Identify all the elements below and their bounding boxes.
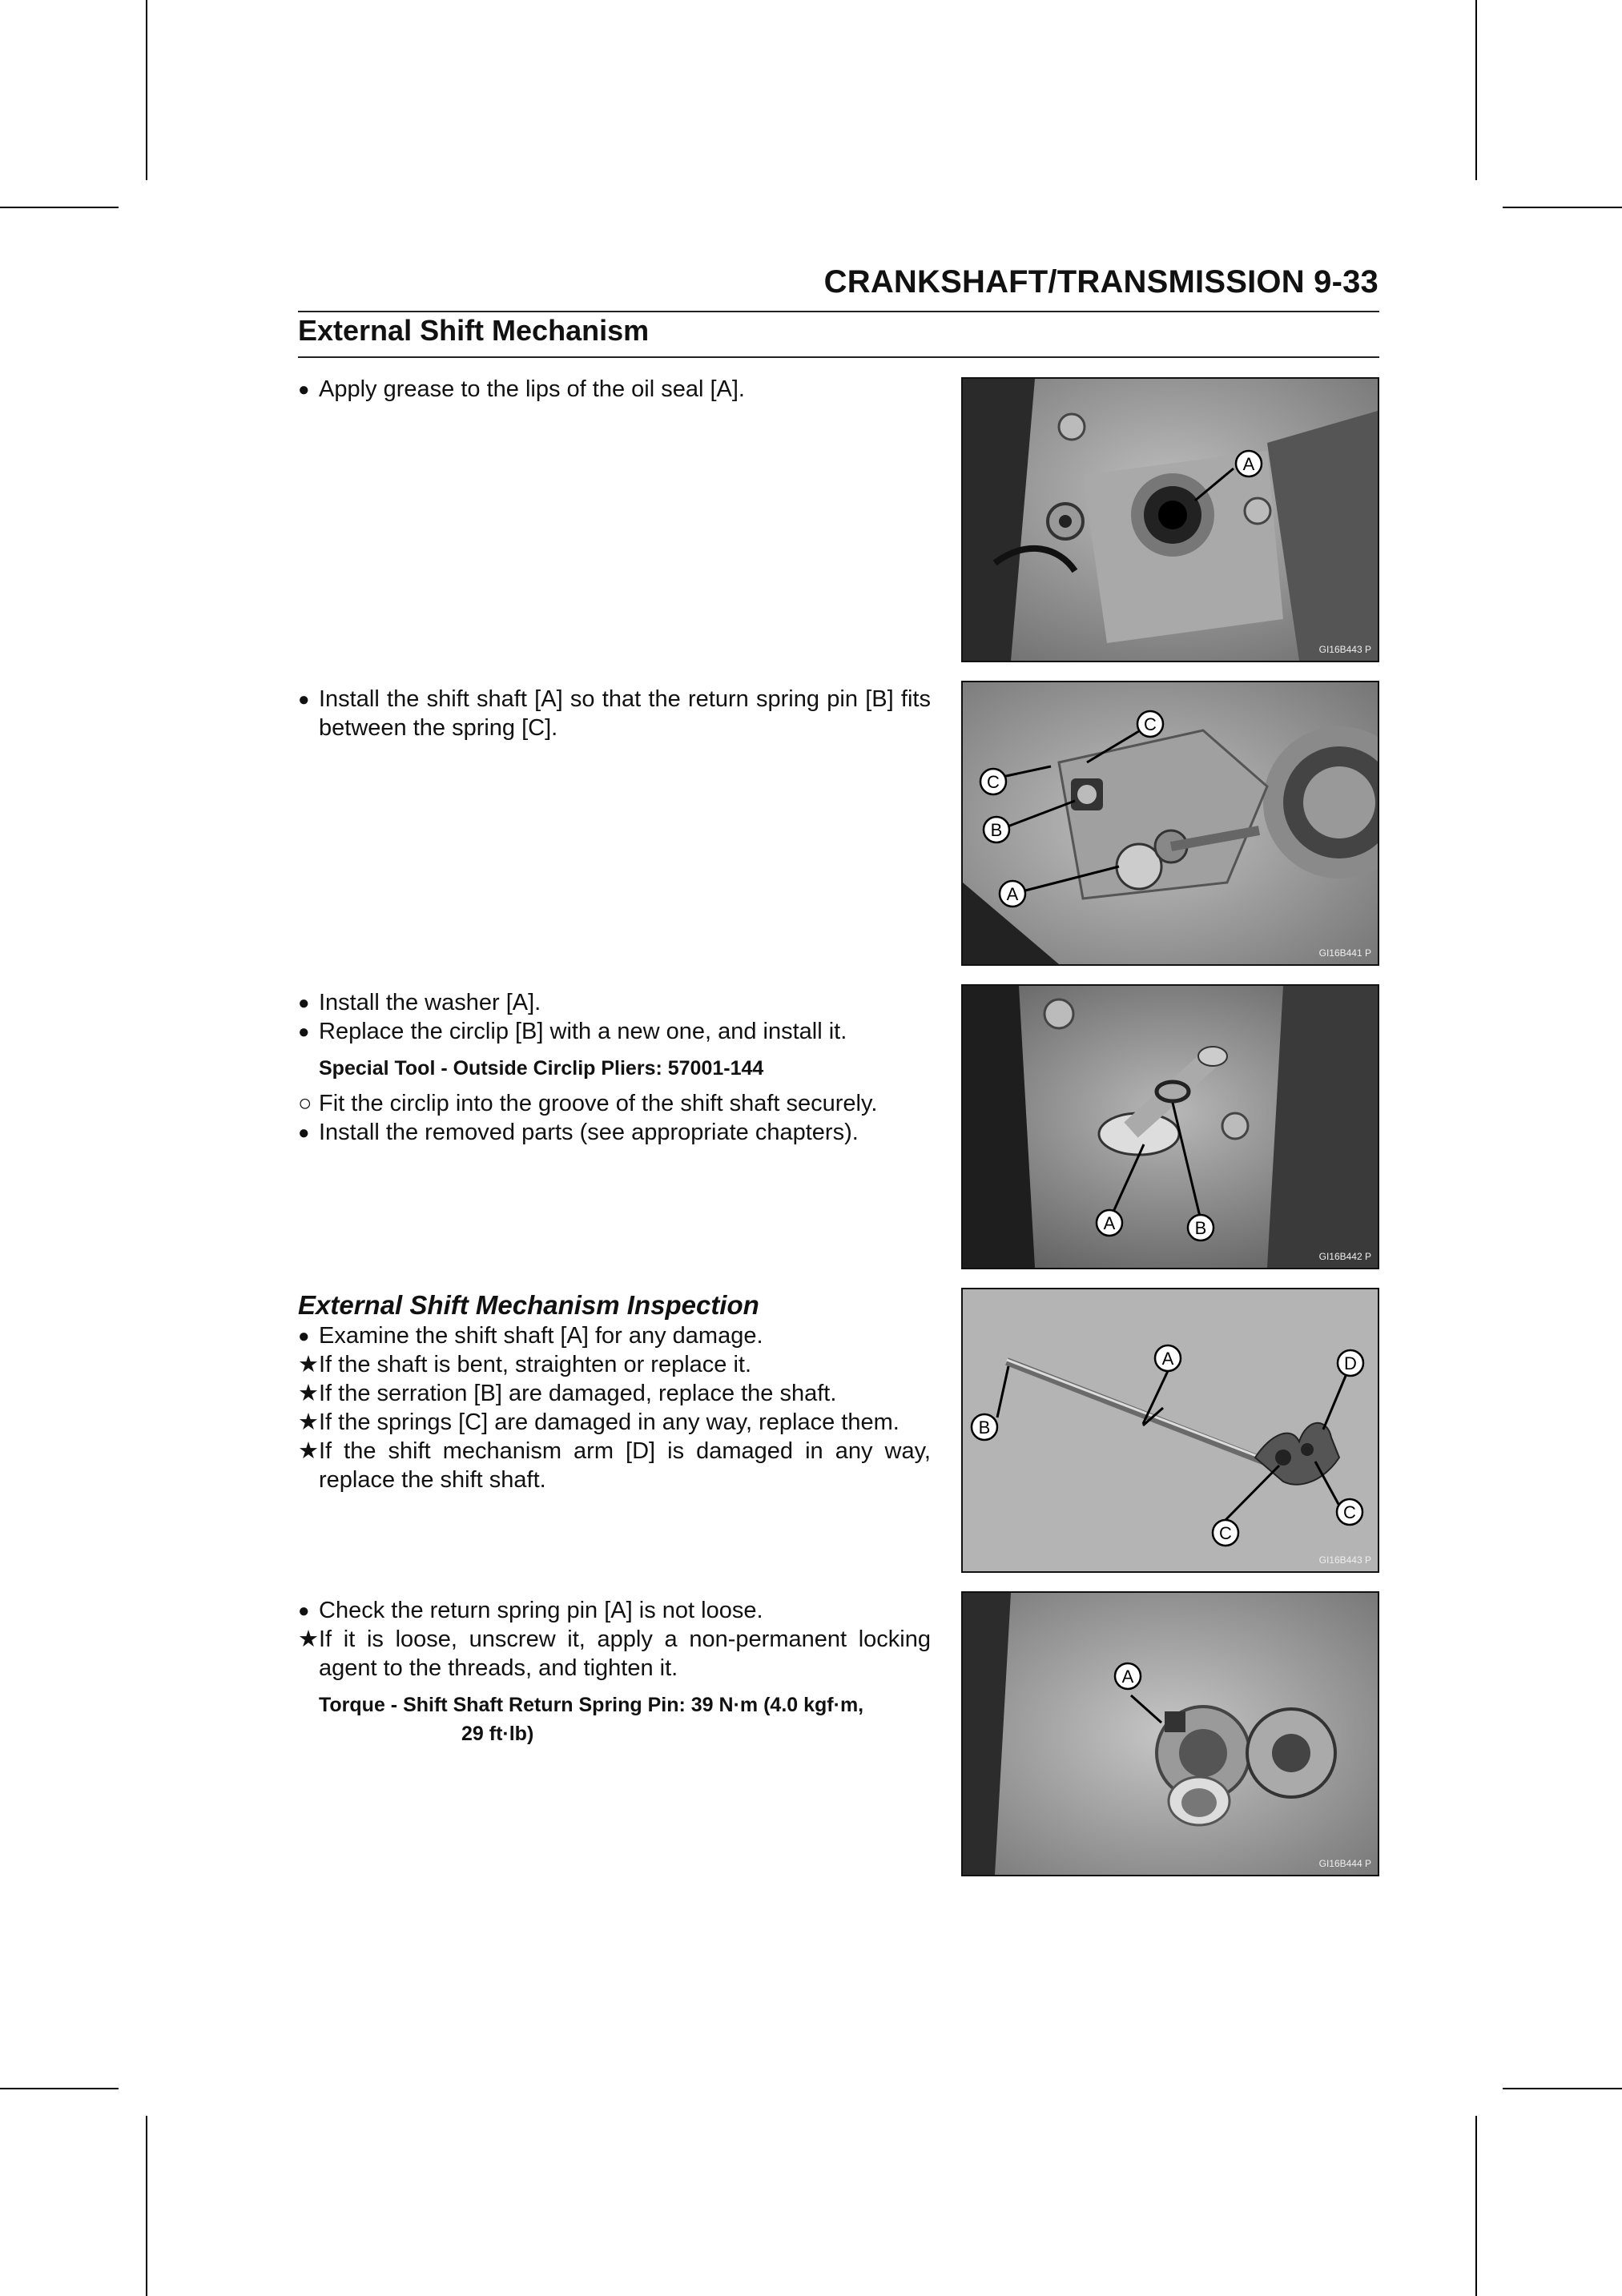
instruction-text: Check the return spring pin [A] is not loose.	[319, 1598, 763, 1623]
callout-label: C	[1343, 1502, 1356, 1522]
instruction-block	[298, 685, 931, 742]
figure-oil-seal-photo	[961, 377, 1379, 662]
crop-mark	[0, 207, 119, 208]
instruction-line	[298, 1408, 931, 1437]
instruction-text: Replace the circlip [B] with a new one, and install it.	[319, 1019, 847, 1044]
instruction-text: Apply grease to the lips of the oil seal [A].	[319, 376, 745, 402]
torque-value-line: 29 ft·lb)	[461, 1723, 534, 1745]
crop-mark	[1503, 2088, 1622, 2089]
instruction-text: If the shaft is bent, straighten or replace it.	[319, 1352, 752, 1377]
instruction-text: Fit the circlip into the groove of the shift shaft securely.	[319, 1091, 878, 1116]
star-marker: ★	[298, 1438, 319, 1464]
figure-shift-shaft-inspection-photo	[961, 1288, 1379, 1573]
torque-spec	[298, 1691, 931, 1748]
crop-mark	[0, 2088, 119, 2089]
instruction-line	[298, 1017, 931, 1046]
callout-label: D	[1344, 1353, 1357, 1373]
callout-label: A	[1103, 1213, 1116, 1233]
figure-code: GI16B443 P	[1318, 644, 1371, 655]
sub-step-marker: ○	[298, 1091, 312, 1116]
subsection-heading: External Shift Mechanism Inspection	[298, 1290, 759, 1320]
instruction-text: Install the shift shaft [A] so that the return spring pin [B] fits between the spring [C].	[319, 686, 931, 741]
bullet-marker: ●	[298, 1122, 310, 1144]
instruction-block	[298, 988, 931, 1147]
callout-label: B	[1194, 1218, 1207, 1238]
figure-return-spring-pin-photo	[961, 1591, 1379, 1876]
section-rule	[298, 356, 1379, 358]
callout-label: A	[1006, 884, 1019, 904]
bullet-marker: ●	[298, 689, 310, 710]
bullet-marker: ●	[298, 1325, 310, 1347]
callout-label: A	[1242, 454, 1255, 474]
page-header-title: CRANKSHAFT/TRANSMISSION 9-33	[823, 264, 1378, 300]
instruction-line	[298, 1089, 931, 1118]
instruction-line	[298, 1118, 931, 1147]
bullet-marker: ●	[298, 1021, 310, 1043]
crop-mark	[1475, 2116, 1477, 2296]
instruction-text: Examine the shift shaft [A] for any damage.	[319, 1323, 763, 1349]
crop-mark	[146, 2116, 147, 2296]
crop-mark	[1503, 207, 1622, 208]
bullet-marker: ●	[298, 992, 310, 1014]
figure-code: GI16B444 P	[1318, 1858, 1371, 1869]
star-marker: ★	[298, 1409, 319, 1435]
callout-label: B	[978, 1417, 991, 1438]
star-marker: ★	[298, 1381, 319, 1406]
torque-value-line: Shift Shaft Return Spring Pin: 39 N·m (4.0 kgf·m,	[403, 1694, 864, 1716]
header-rule	[298, 311, 1379, 312]
callout-label: C	[1144, 714, 1157, 734]
callout-label: B	[990, 820, 1003, 840]
instruction-line	[298, 1437, 931, 1494]
torque-label: Torque -	[319, 1694, 404, 1716]
callout-label: A	[1161, 1349, 1174, 1369]
instruction-block	[298, 375, 931, 404]
bullet-marker: ●	[298, 1600, 310, 1622]
callout-label: A	[1121, 1667, 1134, 1687]
crop-mark	[146, 0, 147, 180]
section-title: External Shift Mechanism	[298, 314, 650, 347]
instruction-line	[298, 1625, 931, 1683]
figure-code: GI16B441 P	[1318, 947, 1371, 959]
figure-washer-circlip-photo	[961, 984, 1379, 1269]
instruction-line	[298, 1379, 931, 1408]
crop-mark	[1475, 0, 1477, 180]
figure-shift-shaft-install-photo	[961, 681, 1379, 966]
instruction-block	[298, 1596, 931, 1755]
instruction-line	[298, 1350, 931, 1379]
instruction-line	[298, 1596, 931, 1625]
callout-label: C	[987, 772, 1000, 792]
instruction-text: Install the removed parts (see appropriate chapters).	[319, 1120, 859, 1145]
special-tool-spec: Special Tool - Outside Circlip Pliers: 57001-144	[319, 1057, 764, 1080]
instruction-line	[298, 375, 931, 404]
star-marker: ★	[298, 1352, 319, 1377]
figure-code: GI16B442 P	[1318, 1251, 1371, 1262]
figure-code: GI16B443 P	[1318, 1554, 1371, 1566]
callout-label: C	[1219, 1523, 1232, 1543]
star-marker: ★	[298, 1627, 319, 1652]
instruction-line	[298, 988, 931, 1017]
instruction-text: If it is loose, unscrew it, apply a non-permanent locking agent to the threads, and tighten it.	[319, 1627, 931, 1681]
instruction-text: If the springs [C] are damaged in any way, replace them.	[319, 1409, 900, 1435]
instruction-line	[298, 1321, 931, 1350]
instruction-line	[298, 685, 931, 742]
instruction-text: If the shift mechanism arm [D] is damaged in any way, replace the shift shaft.	[319, 1438, 931, 1493]
bullet-marker: ●	[298, 379, 310, 400]
instruction-text: Install the washer [A].	[319, 990, 541, 1015]
instruction-text: If the serration [B] are damaged, replace the shaft.	[319, 1381, 837, 1406]
instruction-block	[298, 1289, 931, 1494]
